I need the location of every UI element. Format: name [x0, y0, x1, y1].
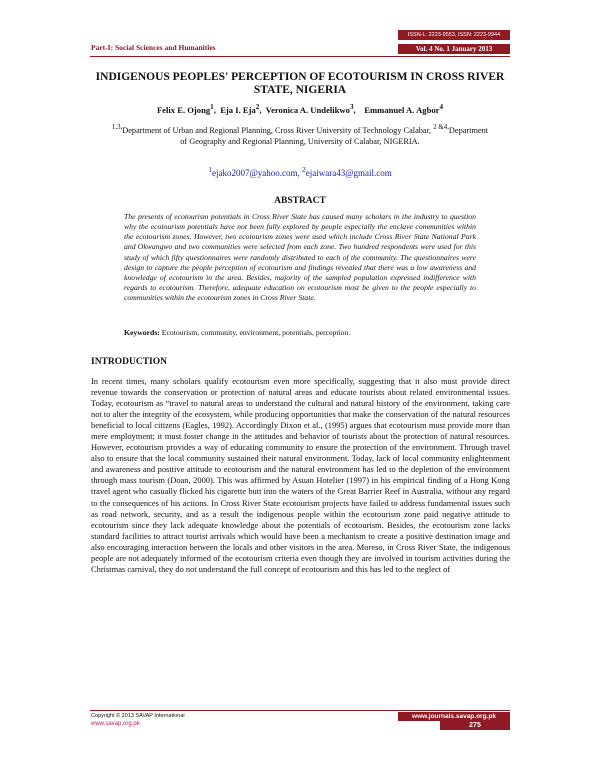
issn-badge: ISSN-L: 2223-9553, ISSN: 2223-9944	[398, 30, 510, 40]
keywords-label: Keywords:	[124, 328, 160, 337]
author-name: Emmanuel A. Agbor	[364, 104, 440, 115]
introduction-body: In recent times, many scholars qualify ecotourism even more specifically, suggesting that it also must provide direct revenue towards the conservation or protection of natural areas and educate tourists about related environmental issues. Today, ecotourism as “travel to natural areas to understand the cultural and natural history of the environment, taking care not to alter the integrity of the ecosystem, while producing opportunities that make the conservation of the natural resources beneficial to local citizens (Eagles, 1992). Accordingly Dixon et al., (1995) argues that ecotourism must provide more than mere employment; it must foster change in the attitudes and behavior of tourists about the protection of natural resources. However, ecotourism provides a way of educating community to ensure the protection of the environment. Through travel also to ensure that the local community sustained their natural environment. Today, lack of local community enlightenment and awareness and positive attitude to ecotourism and the natural environment has led to the depletion of the environment through mass tourism (Doan, 2000). This was affirmed by Asuan Hotelier (1997) in his empirical finding of a Hong Kong travel agent who casually flicked his cigarette butt into the waters of the Great Barrier Reef in Australia, without any regard to the consequences of his actions. In Cross River State ecotourism projects have failed to address fundamental issues such as road network, security, and as a result the indigenous people within the ecotourism zone paid negative attitude to ecotourism since they lack adequate knowledge about the potentials of ecotourism. Besides, the ecotourism zone lacks standard facilities to attract tourist arrivals which would have been a mechanism to create a positive destination image and also encouraging interaction between the locals and other visitors in the area. Moreso, in Cross River State, the indigenous people are not adequately informed of the ecotourism criteria even though they are involved in tourism activities during the Christmas carnival, they do not understand the full concept of ecotourism and this has led to the neglect of	[91, 376, 510, 574]
introduction-heading: INTRODUCTION	[91, 357, 168, 367]
affil-line: Department of Geography and Regional Planning, University of Calabar, NIGERIA.	[180, 125, 489, 147]
affiliations	[110, 122, 490, 148]
author-sup: 1	[210, 103, 214, 111]
author-name: Veronica A. Undelikwo	[265, 104, 350, 115]
author-emails	[90, 165, 510, 178]
journal-part: Part-I: Social Sciences and Humanities	[91, 43, 216, 52]
header-divider	[90, 56, 510, 57]
affil-line: Department of Urban and Regional Planning, Cross River University of Technology Calabar,	[122, 125, 432, 135]
affil-sup: 1,3,	[111, 124, 123, 131]
paper-title: INDIGENOUS PEOPLES' PERCEPTION OF ECOTOURISM IN CROSS RIVER STATE, NIGERIA	[95, 71, 505, 96]
keywords-text: Ecotourism, community, environment, potentials, perception.	[161, 328, 351, 337]
copyright: Copyright © 2013 SAVAP International	[91, 713, 185, 719]
page-number: 275	[440, 721, 510, 730]
abstract-body: The presents of ecotourism potentials in Cross River State has caused many scholars in the industry to question why the ecotourism potentials have not been fully explored by people especially the enclave communities within the ecotourism zones. However, two ecotourism zones were used which include Cross River State National Park and Okwangwo and two communities were selected from each zone. Two hundred respondents were used for this study of which fifty questionnaires were randomly distributed to each of the community. The questionnaires were design to capture the people perception of ecotourism and findings revealed that there was a low awareness and knowledge of ecotourism in the area. Besides, majority of the sampled population expressed indifference with regards to ecotourism. Therefore, adequate education on ecotourism most be given to the people especially to communities within the ecotourism zones in Cross River State.	[124, 212, 476, 303]
author-sup: 4	[439, 103, 444, 111]
author-sup: 3	[349, 103, 354, 111]
website-link[interactable]: www.savap.org.pk	[91, 721, 140, 727]
email-link[interactable]: ejaiwara43@gmail.com	[305, 168, 392, 178]
author-name: Felix E. Ojong	[156, 104, 211, 115]
volume-badge: Vol. 4 No. 1 January 2013	[398, 44, 510, 54]
abstract-heading: ABSTRACT	[274, 196, 326, 206]
footer-divider	[90, 710, 510, 711]
author-list: Felix E. Ojong$^1$, Eja I. Eja$^2$, Veronica A. Undelikwo$^3$, Emmanuel A. Agbor$^4$	[156, 103, 444, 115]
email-link[interactable]: ejako2007@yahoo.com,	[211, 168, 300, 178]
author-sup: 2	[255, 103, 260, 111]
author-name: Eja I. Eja	[220, 104, 256, 115]
keywords	[124, 328, 476, 337]
email-sup: 1	[208, 165, 212, 174]
journal-link[interactable]: www.journals.savap.org.pk	[398, 712, 510, 721]
email-sup: 2	[302, 165, 306, 174]
affil-sup: 2 &4,	[433, 124, 449, 131]
